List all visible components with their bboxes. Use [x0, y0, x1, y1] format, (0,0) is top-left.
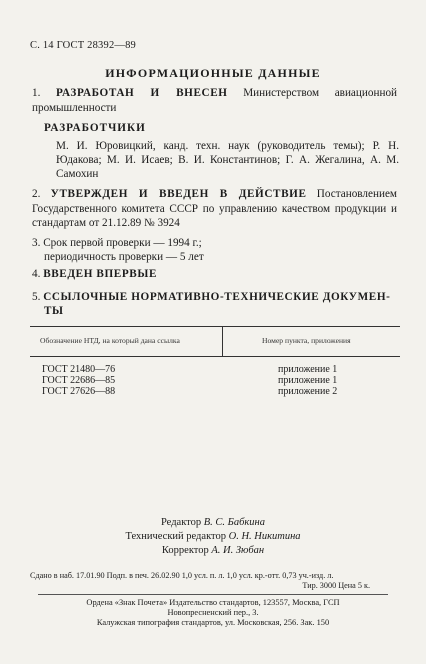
credit-editor-name: В. С. Бабкина	[203, 517, 266, 528]
section-4-heading: ВВЕДЕН ВПЕРВЫЕ	[43, 268, 158, 280]
table-col2-values	[278, 364, 337, 397]
table-top-rule	[30, 326, 400, 327]
page-title: ИНФОРМАЦИОННЫЕ ДАННЫЕ	[105, 66, 321, 80]
section-5-heading-line-2: ТЫ	[44, 305, 64, 317]
imprint-line-2: Тир. 3000 Цена 5 к.	[302, 581, 370, 590]
table-col2-header: Номер пункта, приложения	[262, 336, 351, 345]
credit-editor-role: Редактор	[160, 517, 202, 528]
credit-tech-editor	[0, 530, 426, 544]
section-1	[32, 86, 397, 115]
table-col1-values	[42, 364, 115, 397]
section-3-line-2: периодичность проверки — 5 лет	[44, 251, 204, 263]
credit-editor	[0, 516, 426, 530]
developers-list: М. И. Юровицкий, канд. техн. наук (руководитель темы); Р. Н. Юдакова; М. И. Исаев; В. И. Константинов; Г. А. Жегалина, А. М. Самохин	[56, 140, 399, 181]
section-2-number: 2.	[32, 188, 41, 200]
imprint-separator	[38, 594, 388, 595]
credit-tech-role: Технический редактор	[125, 531, 226, 542]
credit-proof-role: Корректор	[161, 545, 209, 556]
imprint-line-1: Сдано в наб. 17.01.90 Подп. в печ. 26.02.90 1,0 усл. п. л. 1,0 усл. кр.-отт. 0,73 уч.-изд. л.	[30, 571, 334, 580]
section-1-heading: РАЗРАБОТАН И ВНЕСЕН	[56, 87, 228, 99]
imprint-line-3: Ордена «Знак Почета» Издательство стандартов, 123557, Москва, ГСП	[86, 598, 340, 607]
table-row-2-doc: ГОСТ 22686—85	[42, 375, 116, 386]
table-row-1-doc: ГОСТ 21480—76	[42, 364, 116, 375]
imprint-line-5: Калужская типография стандартов, ул. Московская, 256. Зак. 150	[96, 618, 330, 627]
section-3	[32, 236, 397, 251]
section-3-number: 3.	[32, 237, 41, 249]
section-2-heading: УТВЕРЖДЕН И ВВЕДЕН В ДЕЙСТВИЕ	[50, 188, 307, 200]
section-1-number: 1.	[32, 87, 41, 99]
table-column-divider	[222, 326, 223, 356]
table-row-3-doc: ГОСТ 27626—88	[42, 386, 116, 397]
section-5-number: 5.	[32, 291, 41, 303]
section-5-heading-line-1: ССЫЛОЧНЫЕ НОРМАТИВНО-ТЕХНИЧЕСКИЕ ДОКУМЕН-	[43, 291, 391, 303]
credit-proofreader	[0, 544, 426, 558]
page-header: С. 14 ГОСТ 28392—89	[30, 40, 136, 51]
imprint-line-4: Новопресненский пер., 3.	[167, 608, 259, 617]
credit-proof-name: А. И. Зюбан	[211, 545, 265, 556]
table-row-3-ref: приложение 2	[278, 386, 338, 397]
section-2	[32, 187, 397, 231]
section-4-number: 4.	[32, 268, 41, 280]
section-2-text: Постановлением Государственного комитета СССР по управлению качеством продукции и стандартам от 21.12.89 № 3924	[32, 188, 397, 229]
table-col1-header: Обозначение НТД, на который дана ссылка	[40, 336, 180, 345]
table-row-2-ref: приложение 1	[278, 375, 338, 386]
table-row-1-ref: приложение 1	[278, 364, 338, 375]
section-1-text: Министерством авиационной промышленности	[32, 87, 398, 114]
table-header-rule	[30, 356, 400, 357]
section-3-line-1: Срок первой проверки — 1994 г.;	[43, 237, 202, 249]
credit-tech-name: О. Н. Никитина	[228, 531, 301, 542]
section-4	[32, 267, 397, 282]
developers-heading: РАЗРАБОТЧИКИ	[44, 122, 146, 134]
section-5	[32, 290, 397, 305]
